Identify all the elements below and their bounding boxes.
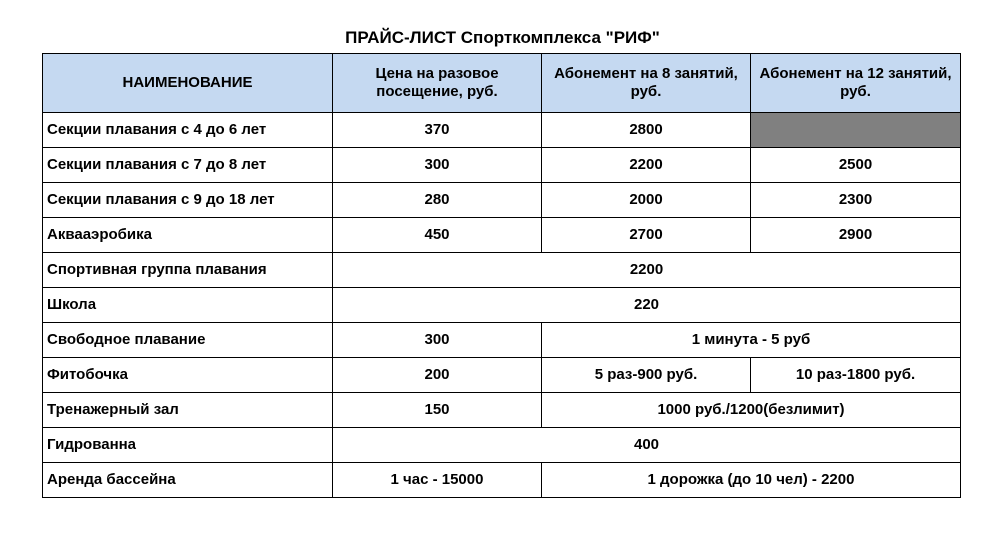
- subscription-12-price: 2500: [751, 148, 961, 183]
- subscription-8-price: 5 раз-900 руб.: [542, 358, 751, 393]
- header-single-visit: Цена на разовое посещение, руб.: [333, 54, 542, 113]
- table-row: [43, 113, 961, 148]
- table-row: [43, 358, 961, 393]
- subscription-8-price: 2200: [542, 148, 751, 183]
- subscription-merged-price: 1 дорожка (до 10 чел) - 2200: [542, 463, 961, 498]
- single-visit-price: 200: [333, 358, 542, 393]
- header-subscription-12: Абонемент на 12 занятий, руб.: [751, 54, 961, 113]
- table-row: [43, 253, 961, 288]
- subscription-12-price: 10 раз-1800 руб.: [751, 358, 961, 393]
- single-visit-price: 1 час - 15000: [333, 463, 542, 498]
- single-visit-price: 150: [333, 393, 542, 428]
- row-name: Аренда бассейна: [43, 463, 333, 498]
- single-visit-price: 280: [333, 183, 542, 218]
- table-row: [43, 428, 961, 463]
- page-title: ПРАЙС-ЛИСТ Спорткомплекса "РИФ": [345, 28, 660, 47]
- subscription-8-price: 2000: [542, 183, 751, 218]
- subscription-12-price: 2900: [751, 218, 961, 253]
- row-name: Свободное плавание: [43, 323, 333, 358]
- subscription-8-price: 2800: [542, 113, 751, 148]
- row-name: Секции плавания с 4 до 6 лет: [43, 113, 333, 148]
- header-subscription-8: Абонемент на 8 занятий, руб.: [542, 54, 751, 113]
- row-name: Гидрованна: [43, 428, 333, 463]
- merged-price: 400: [333, 428, 961, 463]
- table-row: [43, 288, 961, 323]
- table-row: [43, 393, 961, 428]
- table-row: [43, 183, 961, 218]
- row-name: Спортивная группа плавания: [43, 253, 333, 288]
- row-name: Тренажерный зал: [43, 393, 333, 428]
- single-visit-price: 370: [333, 113, 542, 148]
- table-row: [43, 323, 961, 358]
- unavailable-cell: [751, 113, 961, 148]
- table-row: [43, 218, 961, 253]
- subscription-merged-price: 1 минута - 5 руб: [542, 323, 961, 358]
- row-name: Секции плавания с 9 до 18 лет: [43, 183, 333, 218]
- header-row: [43, 54, 961, 113]
- single-visit-price: 450: [333, 218, 542, 253]
- table-row: [43, 463, 961, 498]
- table-row: [43, 148, 961, 183]
- subscription-12-price: 2300: [751, 183, 961, 218]
- single-visit-price: 300: [333, 323, 542, 358]
- merged-price: 220: [333, 288, 961, 323]
- header-name: НАИМЕНОВАНИЕ: [43, 54, 333, 113]
- price-table: [42, 53, 961, 498]
- single-visit-price: 300: [333, 148, 542, 183]
- merged-price: 2200: [333, 253, 961, 288]
- subscription-8-price: 2700: [542, 218, 751, 253]
- row-name: Секции плавания с 7 до 8 лет: [43, 148, 333, 183]
- subscription-merged-price: 1000 руб./1200(безлимит): [542, 393, 961, 428]
- row-name: Школа: [43, 288, 333, 323]
- row-name: Фитобочка: [43, 358, 333, 393]
- row-name: Аквааэробика: [43, 218, 333, 253]
